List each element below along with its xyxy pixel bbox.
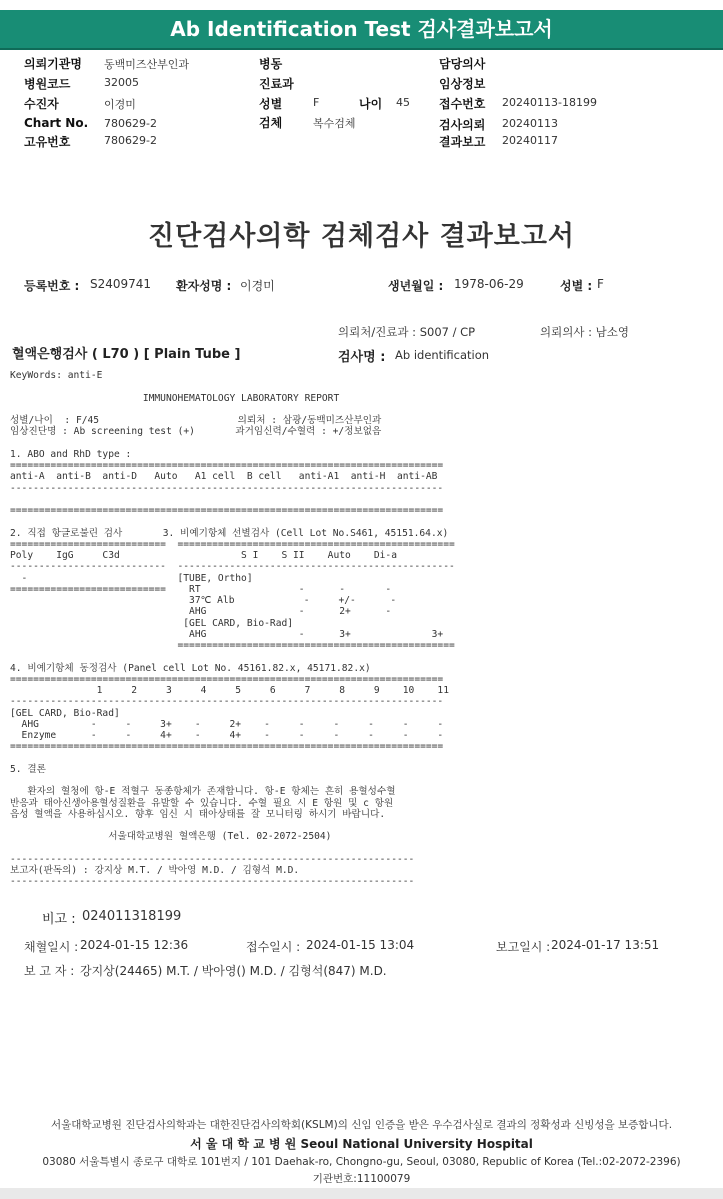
info-label-sex: 성별 — [259, 97, 283, 111]
report-line: [GEL CARD, Bio-Rad] — [10, 617, 294, 629]
banner-divider — [0, 48, 723, 50]
reg-no-value: S2409741 — [90, 277, 152, 291]
report-line: =========================================================================== — [10, 741, 444, 753]
patient-name-label: 환자성명 : — [176, 279, 232, 293]
info-label-unique-no: 고유번호 — [24, 135, 71, 149]
lab-report-body — [10, 370, 455, 888]
birth-date-label: 생년월일 : — [388, 279, 444, 293]
report-line: 반응과 태아신생아용혈성질환을 유발할 수 있습니다. 수혈 필요 시 E 항원 및 c 항원 — [10, 797, 394, 809]
report-line: ---------------------------------------------------------------------- — [10, 853, 415, 865]
report-line — [10, 438, 455, 449]
info-label-hospital-code: 병원코드 — [24, 77, 71, 91]
report-line — [10, 494, 455, 505]
report-line: anti-A anti-B anti-D Auto A1 cell B cell anti-A1 anti-H anti-AB — [10, 471, 438, 483]
report-line: 서울대학교병원 혈액은행 (Tel. 02-2072-2504) — [10, 831, 332, 843]
info-value-report-date: 20240117 — [502, 134, 558, 147]
report-line: - [TUBE, Ortho] — [10, 572, 253, 584]
report-line: IMMUNOHEMATOLOGY LABORATORY REPORT — [10, 392, 340, 404]
requesting-doctor: 의뢰의사 : 남소영 — [540, 325, 629, 339]
report-line: 1. ABO and RhD type : — [10, 448, 132, 460]
reporter-label: 보 고 자 : — [24, 964, 75, 978]
report-line: 1 2 3 4 5 6 7 8 9 10 11 — [10, 685, 449, 696]
report-line: ---------------------------------------------------------------------- — [10, 876, 415, 888]
birth-date-value: 1978-06-29 — [454, 277, 524, 291]
remark-label: 비고 : — [42, 912, 76, 927]
report-line — [10, 775, 455, 786]
report-line — [10, 843, 455, 854]
report-line: AHG - 3+ 3+ — [10, 628, 444, 640]
report-line: 2. 직접 항글로불린 검사 3. 비예기항체 선별검사 (Cell Lot No.S461, 45151.64.x) — [10, 527, 449, 539]
info-label-age: 나이 — [359, 97, 383, 111]
info-value-request-date: 20240113 — [502, 117, 558, 130]
info-value-examinee: 이경미 — [104, 98, 136, 111]
report-line: 음성 혈액을 사용하십시오. 향후 임신 시 태아상태를 잘 모니터링 하시기 바랍니다. — [10, 808, 386, 820]
page-bottom-edge — [0, 1188, 723, 1199]
report-line: 37℃ Alb - +/- - — [10, 595, 397, 606]
report-line: --------------------------------------------------------------------------- — [10, 696, 444, 708]
report-time-label: 보고일시 : — [496, 940, 551, 954]
test-group: 혈액은행검사 ( L70 ) [ Plain Tube ] — [12, 347, 241, 362]
hospital-name: 서 울 대 학 교 병 원 Seoul National University Hospital — [190, 1137, 533, 1151]
receive-time-value: 2024-01-15 13:04 — [306, 938, 415, 952]
report-line: Enzyme - - 4+ - 4+ - - - - - - — [10, 730, 444, 741]
report-line — [10, 404, 455, 415]
info-value-chart-no: 780629-2 — [104, 117, 157, 130]
info-label-examinee: 수진자 — [24, 97, 59, 111]
report-line: 환자의 혈청에 항-E 적혈구 동종항체가 존재합니다. 항-E 항체는 흔히 용혈성수혈 — [10, 786, 396, 798]
report-line: 보고자(판독의) : 강지상 M.T. / 박아영 M.D. / 김형석 M.D. — [10, 865, 300, 876]
report-line — [10, 820, 455, 831]
report-line: 성별/나이 : F/45 의뢰처 : 삼광/동백미즈산부인과 — [10, 415, 382, 426]
report-line: =========================================================================== — [10, 460, 444, 471]
certification-statement: 서울대학교병원 진단검사의학과는 대한진단검사의학회(KSLM)의 신임 인증을 받은 우수검사실로 결과의 정확성과 신빙성을 보증합니다. — [50, 1119, 673, 1131]
info-label-request-date: 검사의뢰 — [439, 118, 486, 132]
institution-number: 기관번호:11100079 — [312, 1173, 411, 1185]
report-line: =========================== RT - - - — [10, 583, 392, 595]
info-label-specimen: 검체 — [259, 116, 283, 130]
report-line — [10, 381, 455, 392]
info-value-receipt-no: 20240113-18199 — [502, 96, 597, 109]
report-line: 5. 결론 — [10, 763, 46, 775]
report-line: 4. 비예기항체 동정검사 (Panel cell Lot No. 45161.82.x, 45171.82.x) — [10, 662, 371, 674]
info-value-age: 45 — [396, 96, 410, 109]
report-line: ================================================ — [10, 640, 455, 651]
info-value-unique-no: 780629-2 — [104, 134, 157, 147]
info-value-sex: F — [313, 96, 320, 109]
test-name-value: Ab identification — [395, 348, 490, 362]
info-label-institution: 의뢰기관명 — [24, 57, 82, 71]
report-line: =========================================================================== — [10, 673, 444, 685]
report-line: =========================================================================== — [10, 505, 444, 516]
sex-label: 성별 : — [560, 279, 593, 293]
report-line — [10, 753, 455, 764]
report-line — [10, 651, 455, 662]
info-label-clinical-info: 임상정보 — [439, 77, 486, 91]
info-label-physician: 담당의사 — [439, 57, 486, 71]
remark-value: 024011318199 — [82, 909, 182, 924]
report-line: Poly IgG C3d S I S II Auto Di-a — [10, 550, 397, 561]
collect-time-label: 채혈일시 : — [24, 940, 79, 954]
patient-name-value: 이경미 — [240, 279, 275, 293]
requesting-department: 의뢰처/진료과 : S007 / CP — [338, 325, 476, 339]
collect-time-value: 2024-01-15 12:36 — [80, 938, 189, 952]
report-line: --------------------------- ------------------------------------------------ — [10, 561, 455, 573]
report-line: AHG - 2+ - — [10, 606, 392, 618]
report-time-value: 2024-01-17 13:51 — [551, 938, 660, 952]
report-title: 진단검사의학 검체검사 결과보고서 — [147, 221, 576, 252]
info-value-specimen: 복수검체 — [313, 117, 356, 130]
info-label-receipt-no: 접수번호 — [439, 97, 486, 111]
info-value-hospital-code: 32005 — [104, 76, 139, 89]
info-value-institution: 동백미즈산부인과 — [104, 58, 190, 71]
report-line: [GEL CARD, Bio-Rad] — [10, 707, 120, 719]
report-line: --------------------------------------------------------------------------- — [10, 482, 444, 494]
info-label-chart-no: Chart No. — [24, 116, 89, 130]
info-label-report-date: 결과보고 — [439, 135, 486, 149]
receive-time-label: 접수일시 : — [246, 940, 301, 954]
reporter-value: 강지상(24465) M.T. / 박아영() M.D. / 김형석(847) M.D. — [80, 964, 387, 978]
info-label-ward: 병동 — [259, 57, 283, 71]
sex-value: F — [597, 277, 604, 291]
report-line: KeyWords: anti-E — [10, 370, 103, 381]
report-line: 임상진단명 : Ab screening test (+) 과거임신력/수혈력 : +/정보없음 — [10, 426, 382, 438]
report-line: =========================== ================================================ — [10, 538, 455, 550]
reg-no-label: 등록번호 : — [24, 279, 80, 293]
hospital-address: 03080 서울특별시 종로구 대학로 101번지 / 101 Daehak-ro, Chongno-gu, Seoul, 03080, Republic of Korea (Tel.:02-2072-2396) — [42, 1156, 681, 1168]
report-line: AHG - - 3+ - 2+ - - - - - - — [10, 718, 444, 730]
test-name-label: 검사명 : — [338, 350, 386, 365]
info-label-department: 진료과 — [259, 77, 294, 91]
report-line — [10, 516, 455, 527]
report-banner-title: Ab Identification Test 검사결과보고서 — [0, 10, 723, 48]
